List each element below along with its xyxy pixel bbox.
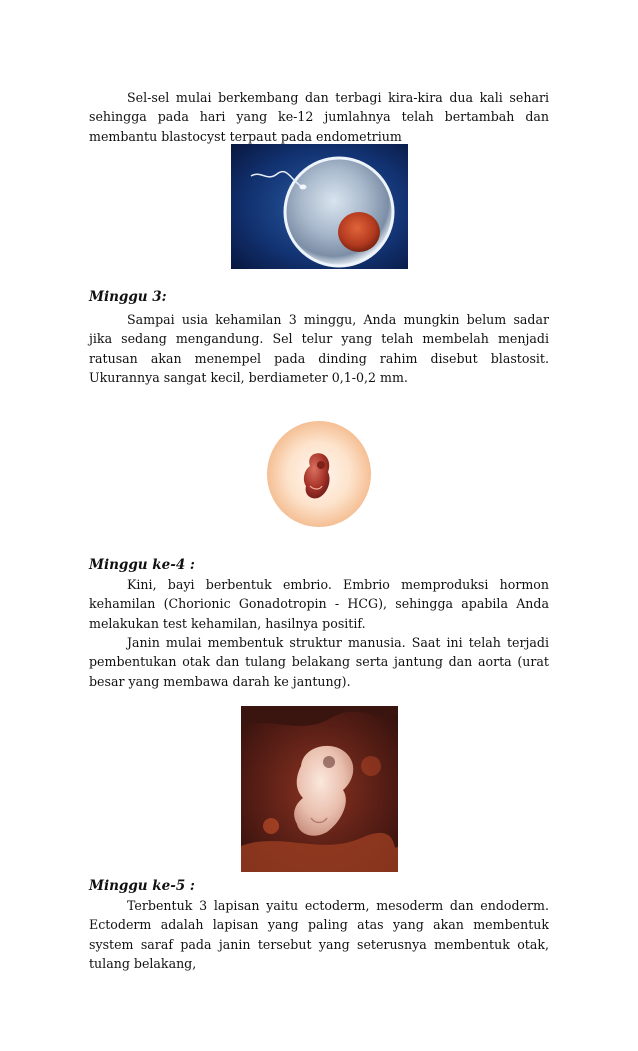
heading-week-4: Minggu ke-4 : bbox=[89, 557, 195, 573]
heading-week-3: Minggu 3: bbox=[89, 289, 167, 305]
paragraph-week-3: Sampai usia kehamilan 3 minggu, Anda mungkin belum sadar jika sedang mengandung. Sel telur yang telah membelah menjadi ratusan akan menempel pada dinding rahim disebut blastosit. Ukurannya sangat kecil, berdiameter 0,1-0,2 mm. bbox=[89, 312, 549, 386]
paragraph-week-5: Terbentuk 3 lapisan yaitu ectoderm, mesoderm dan endoderm. Ectoderm adalah lapisan yang paling atas yang akan membentuk system saraf pada janin tersebut yang seterusnya membentuk otak, tulang belakang, bbox=[89, 898, 549, 972]
blastocyst-image bbox=[231, 144, 408, 269]
embryo-image bbox=[241, 706, 398, 872]
gestational-sac-image bbox=[266, 420, 372, 528]
paragraph-intro: Sel-sel mulai berkembang dan terbagi kira-kira dua kali sehari sehingga pada hari yang ke-12 jumlahnya telah bertambah dan membantu blastocyst terpaut pada endometrium bbox=[89, 90, 549, 144]
paragraph-week-4-a: Kini, bayi berbentuk embrio. Embrio memproduksi hormon kehamilan (Chorionic Gonadotropin - HCG), sehingga apabila Anda melakukan test kehamilan, hasilnya positif. bbox=[89, 577, 549, 631]
heading-week-5: Minggu ke-5 : bbox=[89, 878, 195, 894]
paragraph-week-4-b: Janin mulai membentuk struktur manusia. Saat ini telah terjadi pembentukan otak dan tulang belakang serta jantung dan aorta (urat besar yang membawa darah ke jantung). bbox=[89, 635, 549, 689]
